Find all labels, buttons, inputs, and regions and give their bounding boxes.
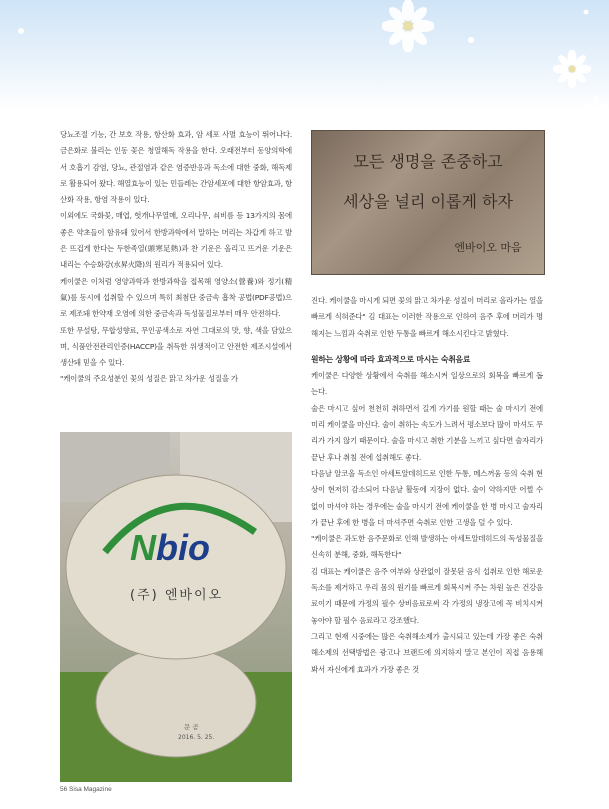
stone-monument-photo [60,432,292,782]
body-paragraph: 이외에도 국화꽃, 매엽, 헛개나무열매, 오리나무, 쇠비름 등 13가지의 몸에 좋은 약초들이 함유돼 있어서 한방과학에서 말하는 머리는 차갑게 하고 발은 뜨겁게 한다는 두한족열(頭寒足熱)과 찬 기운은 올리고 뜨거운 기운은 내리는 수승화강(水昇火降)의 원리가 적용되어 있다. [60,211,292,270]
logo-bio: bio [156,527,210,568]
body-paragraph: 진다. 케이쿨을 마시게 되면 꽃의 맑고 차가운 성질이 머리로 올라가는 열을 빠르게 식혀준다" 김 대표는 이러한 작용으로 인하여 음주 후에 머리가 명해지는 느낌과 숙취로 인한 두통을 빠르게 해소시킨다고 밝혔다. [311,296,543,338]
flower-icon [553,50,591,88]
logo-text [130,527,210,569]
article-left-column [60,127,292,388]
body-paragraph: 또한 무설탕, 무합성향료, 무인공색소로 자연 그대로의 맛, 향, 색을 담았으며, 식품안전관리인증(HACCP)을 취득한 위생적이고 안전한 제조시설에서 생산돼 믿을 수 있다. [60,325,292,368]
engraving-name: 문 곰 [184,723,199,731]
sign-text-line1: 모든 생명을 존중하고 [353,152,503,171]
sparkle-icon [582,8,590,16]
body-paragraph: "케이쿨은 과도한 음주문화로 인해 발생하는 아세트알데히드의 독성물질을 신속히 분해, 중화, 해독한다" [311,534,543,560]
body-paragraph: 다음날 알코올 독소인 아세트알데히드로 인한 두통, 메스꺼움 등의 숙취 현상이 현저히 감소되어 다음날 활동에 지장이 없다. 술이 약하지만 어쩔 수 없이 마셔야 하는 경우에는 술을 마시기 전에 케이쿨을 한 병 마시고 술자리가 끝난 후에 한 병을 더 마셔주면 숙취로 인한 고생을 덜 수 있다. [311,468,543,527]
page-footer [60,786,112,793]
page-number: 56 [60,786,68,793]
sign-text-line2: 세상을 널리 이롭게 하자 [343,192,513,211]
flower-icon [585,96,607,118]
sparkle-icon [466,35,476,45]
wooden-sign-photo [311,130,545,275]
body-paragraph: 김 대표는 케이쿨은 음주 여부와 상관없이 잘못된 음식 섭취로 인한 해로운 독소를 제거하고 우리 몸의 원기를 빠르게 회복시켜 주는 차원 높은 건강음료이기 때문에 가정의 필수 상비음료로써 각 가정의 냉장고에 꼭 비치시켜 놓아야 할 필수 음료라고 강조했다. [311,566,543,625]
article-right-column [311,293,543,678]
sky-header-background [0,0,609,110]
section-heading: 원하는 상황에 따라 효과적으로 마시는 숙취음료 [311,354,471,364]
flower-icon [382,0,434,52]
sign-text-line3: 엔바이오 마음 [454,241,522,254]
sparkle-icon [16,26,26,36]
logo-n: N [130,527,156,568]
body-paragraph: 당뇨조절 기능, 간 보호 작용, 항산화 효과, 암 세포 사멸 효능이 뛰어나다. 금은화로 불리는 인동 꽃은 청열해독 작용을 한다. 오래전부터 동양의학에서 호흡기 감염, 당뇨, 관절염과 같은 염증반응과 독소에 대한 중화, 해독제로 활용되어 왔다. 해열효능이 있는 민들레는 간암세포에 대한 항암효과, 항산화 작용, 항염 작용이 있다. [60,130,292,205]
stone-monument-drawing [60,432,292,782]
magazine-name: Sisa Magazine [69,786,112,793]
body-paragraph: 케이쿨은 이처럼 영양과학과 한방과학을 접목해 영양소(營養)와 정기(精氣)를 동시에 섭취할 수 있으며 특히 최첨단 중금속 흡착 공법(PDF공법)으로 제조돼 한약재 오염에 의한 중금속과 독성물질로부터 매우 안전하다. [60,276,292,319]
body-paragraph: "케이쿨의 주요성분인 꽃의 성질은 맑고 차가운 성질을 가 [60,374,238,384]
body-paragraph: 술은 마시고 싶어 천천히 취하면서 길게 가기를 원할 때는 술 마시기 전에 미리 케이쿨을 마신다. 술이 취하는 속도가 느려서 평소보다 많이 마셔도 무리가 가지 않기 때문이다. 술을 마시고 취한 기분을 느끼고 싶다면 술자리가 끝난 후나 취침 전에 섭취해도 좋다. [311,403,543,462]
body-paragraph: 케이쿨은 다양한 상황에서 숙취를 해소시켜 일상으로의 회복을 빠르게 돕는다. [311,371,543,397]
engraving-date: 2016. 5. 25. [178,734,215,741]
company-name: (주) 엔바이오 [130,588,224,603]
body-paragraph: 그리고 현재 시중에는 많은 숙취해소제가 출시되고 있는데 가장 좋은 숙취해소제의 선택방법은 광고나 브랜드에 의지하지 말고 본인이 직접 음용해봐서 자신에게 효과가 가장 좋은 것 [311,631,543,674]
